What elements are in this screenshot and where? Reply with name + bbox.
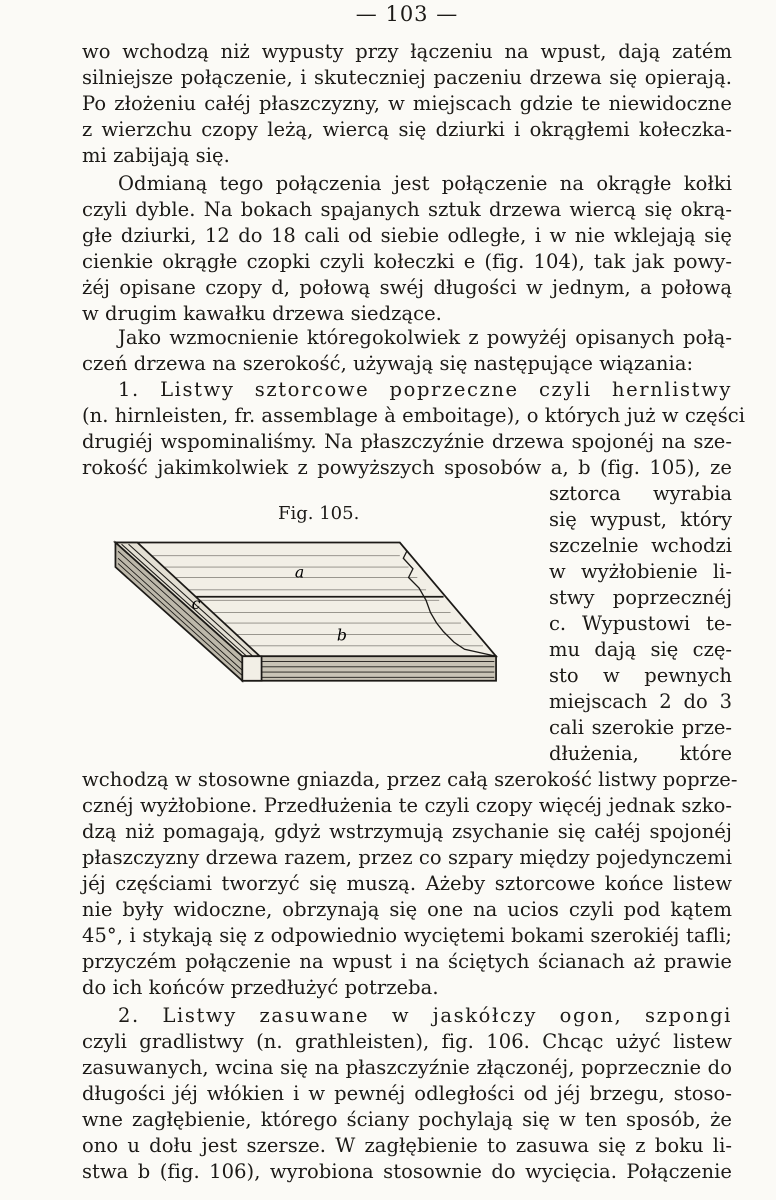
text-line: z wierzchu czopy leżą, wiercą się dziurki i okrągłemi kołeczka- (82, 118, 732, 141)
text-line: 2. Listwy zasuwane w jaskółczy ogon, szpongi (118, 1004, 732, 1027)
text-line: żéj opisane czopy d, połową swéj długości w jednym, a połową (82, 276, 732, 299)
text-line: w drugim kawałku drzewa siedzące. (82, 302, 442, 325)
text-line: wne zagłębienie, którego ściany pochylają się w ten sposób, że (82, 1108, 732, 1131)
text-line: stwy poprzecznéj (549, 586, 732, 609)
text-line: cznéj wyżłobione. Przedłużenia te czyli czopy więcéj jednak szko- (82, 794, 732, 817)
text-line: mi zabijają się. (82, 144, 230, 167)
text-line: stwa b (fig. 106), wyrobiona stosownie do wycięcia. Połączenie (82, 1160, 732, 1183)
text-line: ono u dołu jest szersze. W zagłębienie to zasuwa się z boku li- (82, 1134, 732, 1157)
text-line: silniejsze połączenie, i skuteczniej paczeniu drzewa się opierają. (82, 66, 732, 89)
text-line: drugiéj wspominaliśmy. Na płaszczyźnie drzewa spojonéj na sze- (82, 430, 732, 453)
page-number: — 103 — (355, 2, 459, 26)
text-line: głe dziurki, 12 do 18 cali od siebie odległe, i w nie wklejają się (82, 224, 732, 247)
text-line: czeń drzewa na szerokość, używają się następujące wiązania: (82, 352, 694, 375)
text-line: 45°, i stykają się z odpowiednio wyciętemi bokami szerokiéj tafli; (82, 924, 732, 947)
text-line: mu dają się czę- (549, 638, 732, 661)
text-line: sztorca wyrabia (549, 482, 732, 505)
text-line: czyli dyble. Na bokach spajanych sztuk drzewa wiercą się okrą- (82, 198, 732, 221)
text-line: sto w pewnych (549, 664, 732, 687)
text-line: rokość jakimkolwiek z powyższych sposobów a, b (fig. 105), ze (82, 456, 732, 479)
text-line: zasuwanych, wcina się na płaszczyźnie złączonéj, poprzecznie do (82, 1056, 732, 1079)
text-line: szczelnie wchodzi (549, 534, 732, 557)
figure-label-b: b (336, 625, 347, 645)
figure-caption: Fig. 105. (278, 503, 360, 524)
text-line: w wyżłobienie li- (549, 560, 732, 583)
text-line: (n. hirnleisten, fr. assemblage à emboitage), o których już w części (82, 404, 746, 427)
text-line: cali szerokie prze- (549, 716, 732, 739)
figure-label-a: a (294, 562, 305, 582)
text-line: nie były widoczne, obrzynają się one na ucios czyli pod kątem (82, 898, 732, 921)
text-line: Jako wzmocnienie któregokolwiek z powyżéj opisanych połą- (118, 326, 732, 349)
figure-105-board-illustration (82, 525, 547, 735)
text-line: płaszczyzny drzewa razem, przez co szpary między pojedynczemi (82, 846, 732, 869)
text-line: wo wchodzą niż wypusty przy łączeniu na wpust, dają zatém (82, 40, 732, 63)
text-line: przyczém połączenie na wpust i na ściętych ścianach aż prawie (82, 950, 732, 973)
text-line: jéj częściami tworzyć się muszą. Ażeby sztorcowe końce listew (82, 872, 732, 895)
text-line: Odmianą tego połączenia jest połączenie na okrągłe kołki (118, 172, 732, 195)
text-line: 1. Listwy sztorcowe poprzeczne czyli hernlistwy (118, 378, 732, 401)
text-line: Po złożeniu całéj płaszczyzny, w miejscach gdzie te niewidoczne (82, 92, 732, 115)
text-line: długości jéj włókien i w pewnéj odległości od jéj brzegu, stoso- (82, 1082, 732, 1105)
text-line: się wypust, który (549, 508, 732, 531)
text-line: do ich końców przedłużyć potrzeba. (82, 976, 439, 999)
text-line: cienkie okrągłe czopki czyli kołeczki e (fig. 104), tak jak powy- (82, 250, 732, 273)
text-line: czyli gradlistwy (n. grathleisten), fig. 106. Chcąc użyć listew (82, 1030, 732, 1053)
text-line: miejscach 2 do 3 (549, 690, 732, 713)
text-line: wchodzą w stosowne gniazda, przez całą szerokość listwy poprze- (82, 768, 738, 791)
text-line: c. Wypustowi te- (549, 612, 732, 635)
figure-label-c: c (191, 594, 201, 613)
text-line: dzą niż pomagają, gdyż wstrzymują zsychanie się całéj spojonéj (82, 820, 732, 843)
book-page (82, 0, 746, 1200)
text-line: dłużenia, które (549, 742, 732, 765)
